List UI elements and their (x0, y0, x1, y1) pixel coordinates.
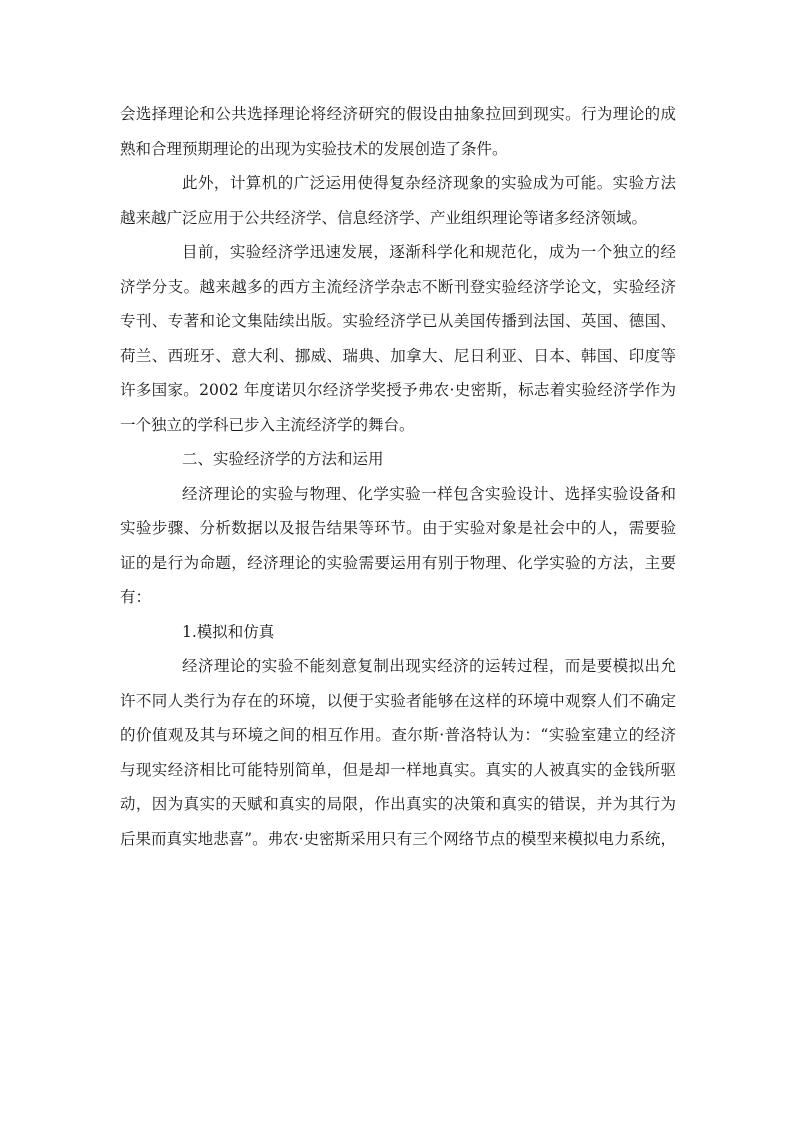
section-heading: 二、实验经济学的方法和运用 (182, 450, 384, 468)
text-line: 济学分支。越来越多的西方主流经济学杂志不断刊登实验经济学论文，实验经济 (120, 277, 676, 296)
text-line: 越来越广泛应用于公共经济学、信息经济学、产业组织理论等诸多经济领域。 (120, 208, 648, 227)
text-line: 熟和合理预期理论的出现为实验技术的发展创造了条件。 (120, 139, 508, 158)
text-line: 专刊、专著和论文集陆续出版。实验经济学已从美国传播到法国、英国、德国、 (120, 312, 676, 330)
section-heading: 1.模拟和仿真 (182, 622, 275, 641)
text-line: 证的是行为命题，经济理论的实验需要运用有别于物理、化学实验的方法，主要 (120, 553, 676, 572)
text-line: 经济理论的实验与物理、化学实验一样包含实验设计、选择实验设备和 (182, 484, 676, 503)
text-line: 目前，实验经济学迅速发展，逐渐科学化和规范化，成为一个独立的经 (182, 243, 676, 261)
text-line: 荷兰、西班牙、意大利、挪威、瑞典、加拿大、尼日利亚、日本、韩国、印度等 (120, 346, 676, 365)
text-line: 有： (120, 588, 152, 606)
text-line: 许多国家。2002 年度诺贝尔经济学奖授予弗农·史密斯，标志着实验经济学作为 (120, 381, 676, 399)
text-line: 许不同人类行为存在的环境，以便于实验者能够在这样的环境中观察人们不确定 (120, 691, 676, 710)
text-line: 后果而真实地悲喜”。弗农·史密斯采用只有三个网络节点的模型来模拟电力系统， (120, 829, 676, 848)
text-line: 实验步骤、分析数据以及报告结果等环节。由于实验对象是社会中的人，需要验 (120, 519, 676, 537)
text-line: 经济理论的实验不能刻意复制出现实经济的运转过程，而是要模拟出允 (182, 657, 676, 675)
text-line: 的价值观及其与环境之间的相互作用。查尔斯·普洛特认为：“实验室建立的经济 (120, 726, 676, 744)
text-line: 与现实经济相比可能特别简单，但是却一样地真实。真实的人被真实的金钱所驱 (120, 760, 676, 779)
text-line: 会选择理论和公共选择理论将经济研究的假设由抽象拉回到现实。行为理论的成 (120, 105, 676, 123)
text-line: 动，因为真实的天赋和真实的局限，作出真实的决策和真实的错误，并为其行为 (120, 795, 676, 813)
text-line: 一个独立的学科已步入主流经济学的舞台。 (120, 415, 415, 434)
document-body (120, 97, 676, 856)
text-line: 此外，计算机的广泛运用使得复杂经济现象的实验成为可能。实验方法 (182, 174, 676, 192)
